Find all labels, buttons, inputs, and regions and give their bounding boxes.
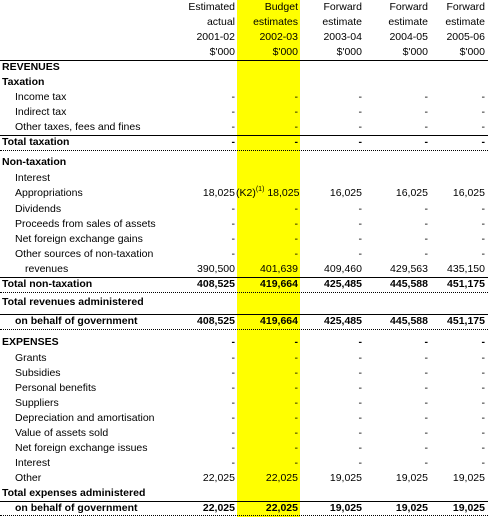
table-row xyxy=(0,366,488,381)
row-value-col-1: - xyxy=(231,233,235,245)
total-rule xyxy=(0,314,488,315)
column-header-3-line-2: estimate xyxy=(322,16,362,28)
table-row xyxy=(0,277,488,292)
row-value-col-4: - xyxy=(424,427,428,439)
table-row xyxy=(0,155,488,170)
row-label: Net foreign exchange issues xyxy=(15,442,148,454)
row-value-col-3: - xyxy=(358,203,362,215)
column-header-5-line-3: 2005-06 xyxy=(446,31,485,43)
row-value-col-2: - xyxy=(294,442,298,454)
table-row xyxy=(0,426,488,441)
row-value-col-2: - xyxy=(294,136,298,148)
row-value-col-1: - xyxy=(231,427,235,439)
row-value-col-4: - xyxy=(424,457,428,469)
column-header-4-line-3: 2004-05 xyxy=(389,31,428,43)
column-header-5-line-4: $'000 xyxy=(459,46,485,58)
row-value-col-5: 19,025 xyxy=(452,472,485,484)
column-header-5-line-2: estimate xyxy=(445,16,485,28)
table-row xyxy=(0,120,488,135)
column-header-2-line-4: $'000 xyxy=(272,46,298,58)
row-value-col-4: 429,563 xyxy=(390,263,428,275)
total-rule xyxy=(0,501,488,502)
row-value-col-3: - xyxy=(358,248,362,260)
row-label: Suppliers xyxy=(15,397,59,409)
row-value-col-2: - xyxy=(294,203,298,215)
table-row xyxy=(0,295,488,310)
row-value-col-4: 445,588 xyxy=(390,278,428,290)
row-value-col-5: - xyxy=(481,106,485,118)
row-value-col-5: - xyxy=(481,248,485,260)
row-label: Personal benefits xyxy=(15,382,97,394)
row-label: REVENUES xyxy=(2,61,60,73)
row-value-col-1: - xyxy=(231,91,235,103)
budget-note-ref: (K2) xyxy=(236,187,256,199)
column-header-2-line-1: Budget xyxy=(264,1,298,13)
row-value-col-2: - xyxy=(294,367,298,379)
column-header-3-line-1: Forward xyxy=(323,1,362,13)
row-label: Non-taxation xyxy=(2,156,67,168)
row-label: Dividends xyxy=(15,203,62,215)
row-label: Interest xyxy=(15,457,51,469)
row-label: Interest xyxy=(15,172,51,184)
row-value-col-2 xyxy=(236,186,300,201)
row-label: Appropriations xyxy=(15,187,83,199)
row-value-col-4: - xyxy=(424,106,428,118)
row-value-col-5: - xyxy=(481,412,485,424)
table-row xyxy=(0,381,488,396)
row-value-col-4: - xyxy=(424,91,428,103)
row-value-col-5: - xyxy=(481,121,485,133)
row-value-col-5: - xyxy=(481,136,485,148)
table-row xyxy=(0,171,488,186)
row-value-col-2: - xyxy=(294,427,298,439)
row-value-col-5: 19,025 xyxy=(452,502,485,514)
row-value-col-2: 22,025 xyxy=(265,502,298,514)
row-value-col-3: - xyxy=(358,397,362,409)
row-value-col-5: - xyxy=(481,367,485,379)
table-row xyxy=(0,217,488,232)
total-rule xyxy=(0,515,488,516)
row-label: on behalf of government xyxy=(15,315,138,327)
row-value-col-4: - xyxy=(424,218,428,230)
row-value-col-2: - xyxy=(294,352,298,364)
row-value-col-3: - xyxy=(358,91,362,103)
row-value-col-5: 451,175 xyxy=(447,278,485,290)
row-value-col-2: - xyxy=(294,412,298,424)
column-header-3-line-3: 2003-04 xyxy=(323,31,362,43)
row-value-col-4: 445,588 xyxy=(390,315,428,327)
row-value-col-1: 18,025 xyxy=(202,187,235,199)
total-rule xyxy=(0,150,488,151)
table-row xyxy=(0,314,488,329)
row-value-col-2: 401,639 xyxy=(260,263,298,275)
row-label: Total taxation xyxy=(2,136,70,148)
row-value-col-1: - xyxy=(231,106,235,118)
row-value-col-4: 19,025 xyxy=(395,502,428,514)
row-value-col-3: 409,460 xyxy=(324,263,362,275)
row-value-col-5: - xyxy=(481,352,485,364)
table-row xyxy=(0,232,488,247)
row-value-col-4: - xyxy=(424,203,428,215)
row-value-col-2: - xyxy=(294,397,298,409)
row-value-col-5: - xyxy=(481,442,485,454)
row-value-col-3: 19,025 xyxy=(329,502,362,514)
row-value-col-4: - xyxy=(424,233,428,245)
row-value-col-1: - xyxy=(231,248,235,260)
row-value-col-2: - xyxy=(294,336,298,348)
total-rule xyxy=(0,329,488,330)
row-value-col-5: - xyxy=(481,218,485,230)
row-label: Depreciation and amortisation xyxy=(15,412,155,424)
row-value-col-3: - xyxy=(358,442,362,454)
row-label: on behalf of government xyxy=(15,502,138,514)
row-value-col-1: - xyxy=(231,442,235,454)
row-value-col-5: 16,025 xyxy=(452,187,485,199)
table-row xyxy=(0,501,488,516)
row-value-col-2: - xyxy=(294,382,298,394)
column-header-5-line-1: Forward xyxy=(446,1,485,13)
row-value-col-1: 390,500 xyxy=(197,263,235,275)
row-value-col-3: - xyxy=(358,382,362,394)
table-row xyxy=(0,335,488,350)
total-rule xyxy=(0,292,488,293)
row-value-col-1: - xyxy=(231,367,235,379)
row-value-col-3: - xyxy=(358,106,362,118)
column-header-4-line-1: Forward xyxy=(389,1,428,13)
row-value-col-1: - xyxy=(231,218,235,230)
row-value-col-3: - xyxy=(358,136,362,148)
row-value-col-2: - xyxy=(294,121,298,133)
row-value-col-3: - xyxy=(358,336,362,348)
row-value-col-1: - xyxy=(231,382,235,394)
row-value-col-2: 419,664 xyxy=(260,278,298,290)
row-value-col-3: - xyxy=(358,121,362,133)
row-value-col-1: - xyxy=(231,121,235,133)
column-header-1-line-1: Estimated xyxy=(188,1,235,13)
row-label: Net foreign exchange gains xyxy=(15,233,143,245)
row-value-col-3: - xyxy=(358,457,362,469)
column-header-2-line-2: estimates xyxy=(253,16,298,28)
budget-value: 18,025 xyxy=(264,187,300,199)
row-value-col-1: - xyxy=(231,336,235,348)
row-value-col-1: 408,525 xyxy=(197,278,235,290)
column-header-4-line-2: estimate xyxy=(388,16,428,28)
table-row xyxy=(0,351,488,366)
row-value-col-2: 22,025 xyxy=(265,472,298,484)
table-row xyxy=(0,202,488,217)
table-row xyxy=(0,247,488,262)
total-rule xyxy=(0,277,488,278)
table-row xyxy=(0,90,488,105)
row-value-col-4: - xyxy=(424,367,428,379)
table-row xyxy=(0,186,488,201)
row-label: Taxation xyxy=(2,76,45,88)
row-value-col-1: - xyxy=(231,352,235,364)
column-header-1-line-4: $'000 xyxy=(209,46,235,58)
column-header-4-line-4: $'000 xyxy=(402,46,428,58)
row-value-col-1: 22,025 xyxy=(202,502,235,514)
row-label: Value of assets sold xyxy=(15,427,109,439)
row-label: Other xyxy=(15,472,42,484)
row-value-col-3: - xyxy=(358,367,362,379)
row-value-col-5: 451,175 xyxy=(447,315,485,327)
row-value-col-4: - xyxy=(424,121,428,133)
row-value-col-1: - xyxy=(231,203,235,215)
row-value-col-1: - xyxy=(231,397,235,409)
table-row xyxy=(0,396,488,411)
table-row xyxy=(0,75,488,90)
row-label: Other taxes, fees and fines xyxy=(15,121,141,133)
column-header-1-line-3: 2001-02 xyxy=(196,31,235,43)
row-value-col-3: - xyxy=(358,412,362,424)
row-value-col-4: - xyxy=(424,382,428,394)
table-row xyxy=(0,486,488,501)
row-value-col-3: - xyxy=(358,427,362,439)
row-value-col-1: - xyxy=(231,457,235,469)
row-value-col-3: 19,025 xyxy=(329,472,362,484)
row-value-col-2: - xyxy=(294,91,298,103)
table-row xyxy=(0,411,488,426)
row-value-col-1: - xyxy=(231,136,235,148)
row-label: Total non-taxation xyxy=(2,278,93,290)
row-value-col-3: - xyxy=(358,218,362,230)
row-value-col-3: - xyxy=(358,352,362,364)
table-row xyxy=(0,441,488,456)
row-value-col-5: - xyxy=(481,457,485,469)
row-value-col-2: 419,664 xyxy=(260,315,298,327)
row-value-col-4: - xyxy=(424,412,428,424)
table-row xyxy=(0,60,488,75)
column-header-1-line-2: actual xyxy=(206,16,235,28)
row-value-col-5: - xyxy=(481,397,485,409)
row-value-col-5: - xyxy=(481,427,485,439)
row-value-col-5: 435,150 xyxy=(447,263,485,275)
row-label: Grants xyxy=(15,352,47,364)
column-header-2-line-3: 2002-03 xyxy=(259,31,298,43)
row-label: Income tax xyxy=(15,91,67,103)
row-value-col-4: - xyxy=(424,442,428,454)
row-value-col-5: - xyxy=(481,233,485,245)
budget-footnote-marker: (1) xyxy=(255,186,265,193)
row-value-col-5: - xyxy=(481,382,485,394)
row-value-col-2: - xyxy=(294,106,298,118)
row-value-col-2: - xyxy=(294,233,298,245)
row-label: revenues xyxy=(25,263,69,275)
table-row xyxy=(0,105,488,120)
row-label: Total expenses administered xyxy=(2,487,146,499)
row-value-col-5: - xyxy=(481,203,485,215)
row-value-col-4: - xyxy=(424,248,428,260)
row-value-col-3: 425,485 xyxy=(324,278,362,290)
table-row xyxy=(0,456,488,471)
row-value-col-4: 19,025 xyxy=(395,472,428,484)
row-label: Other sources of non-taxation xyxy=(15,248,154,260)
row-value-col-1: 408,525 xyxy=(197,315,235,327)
row-value-col-2: - xyxy=(294,248,298,260)
row-value-col-1: - xyxy=(231,412,235,424)
total-rule xyxy=(0,135,488,136)
row-value-col-3: 425,485 xyxy=(324,315,362,327)
row-value-col-4: 16,025 xyxy=(395,187,428,199)
row-value-col-2: - xyxy=(294,218,298,230)
row-label: Proceeds from sales of assets xyxy=(15,218,156,230)
row-label: Subsidies xyxy=(15,367,61,379)
row-value-col-5: - xyxy=(481,336,485,348)
column-header-3-line-4: $'000 xyxy=(336,46,362,58)
row-value-col-1: 22,025 xyxy=(202,472,235,484)
table-row xyxy=(0,471,488,486)
row-label: EXPENSES xyxy=(2,336,59,348)
row-value-col-4: - xyxy=(424,397,428,409)
row-label: Indirect tax xyxy=(15,106,67,118)
row-value-col-4: - xyxy=(424,136,428,148)
row-value-col-3: - xyxy=(358,233,362,245)
row-value-col-4: - xyxy=(424,352,428,364)
table-row xyxy=(0,135,488,150)
table-row xyxy=(0,262,488,277)
row-label: Total revenues administered xyxy=(2,296,144,308)
row-value-col-5: - xyxy=(481,91,485,103)
row-value-col-3: 16,025 xyxy=(329,187,362,199)
row-value-col-2: - xyxy=(294,457,298,469)
row-value-col-4: - xyxy=(424,336,428,348)
